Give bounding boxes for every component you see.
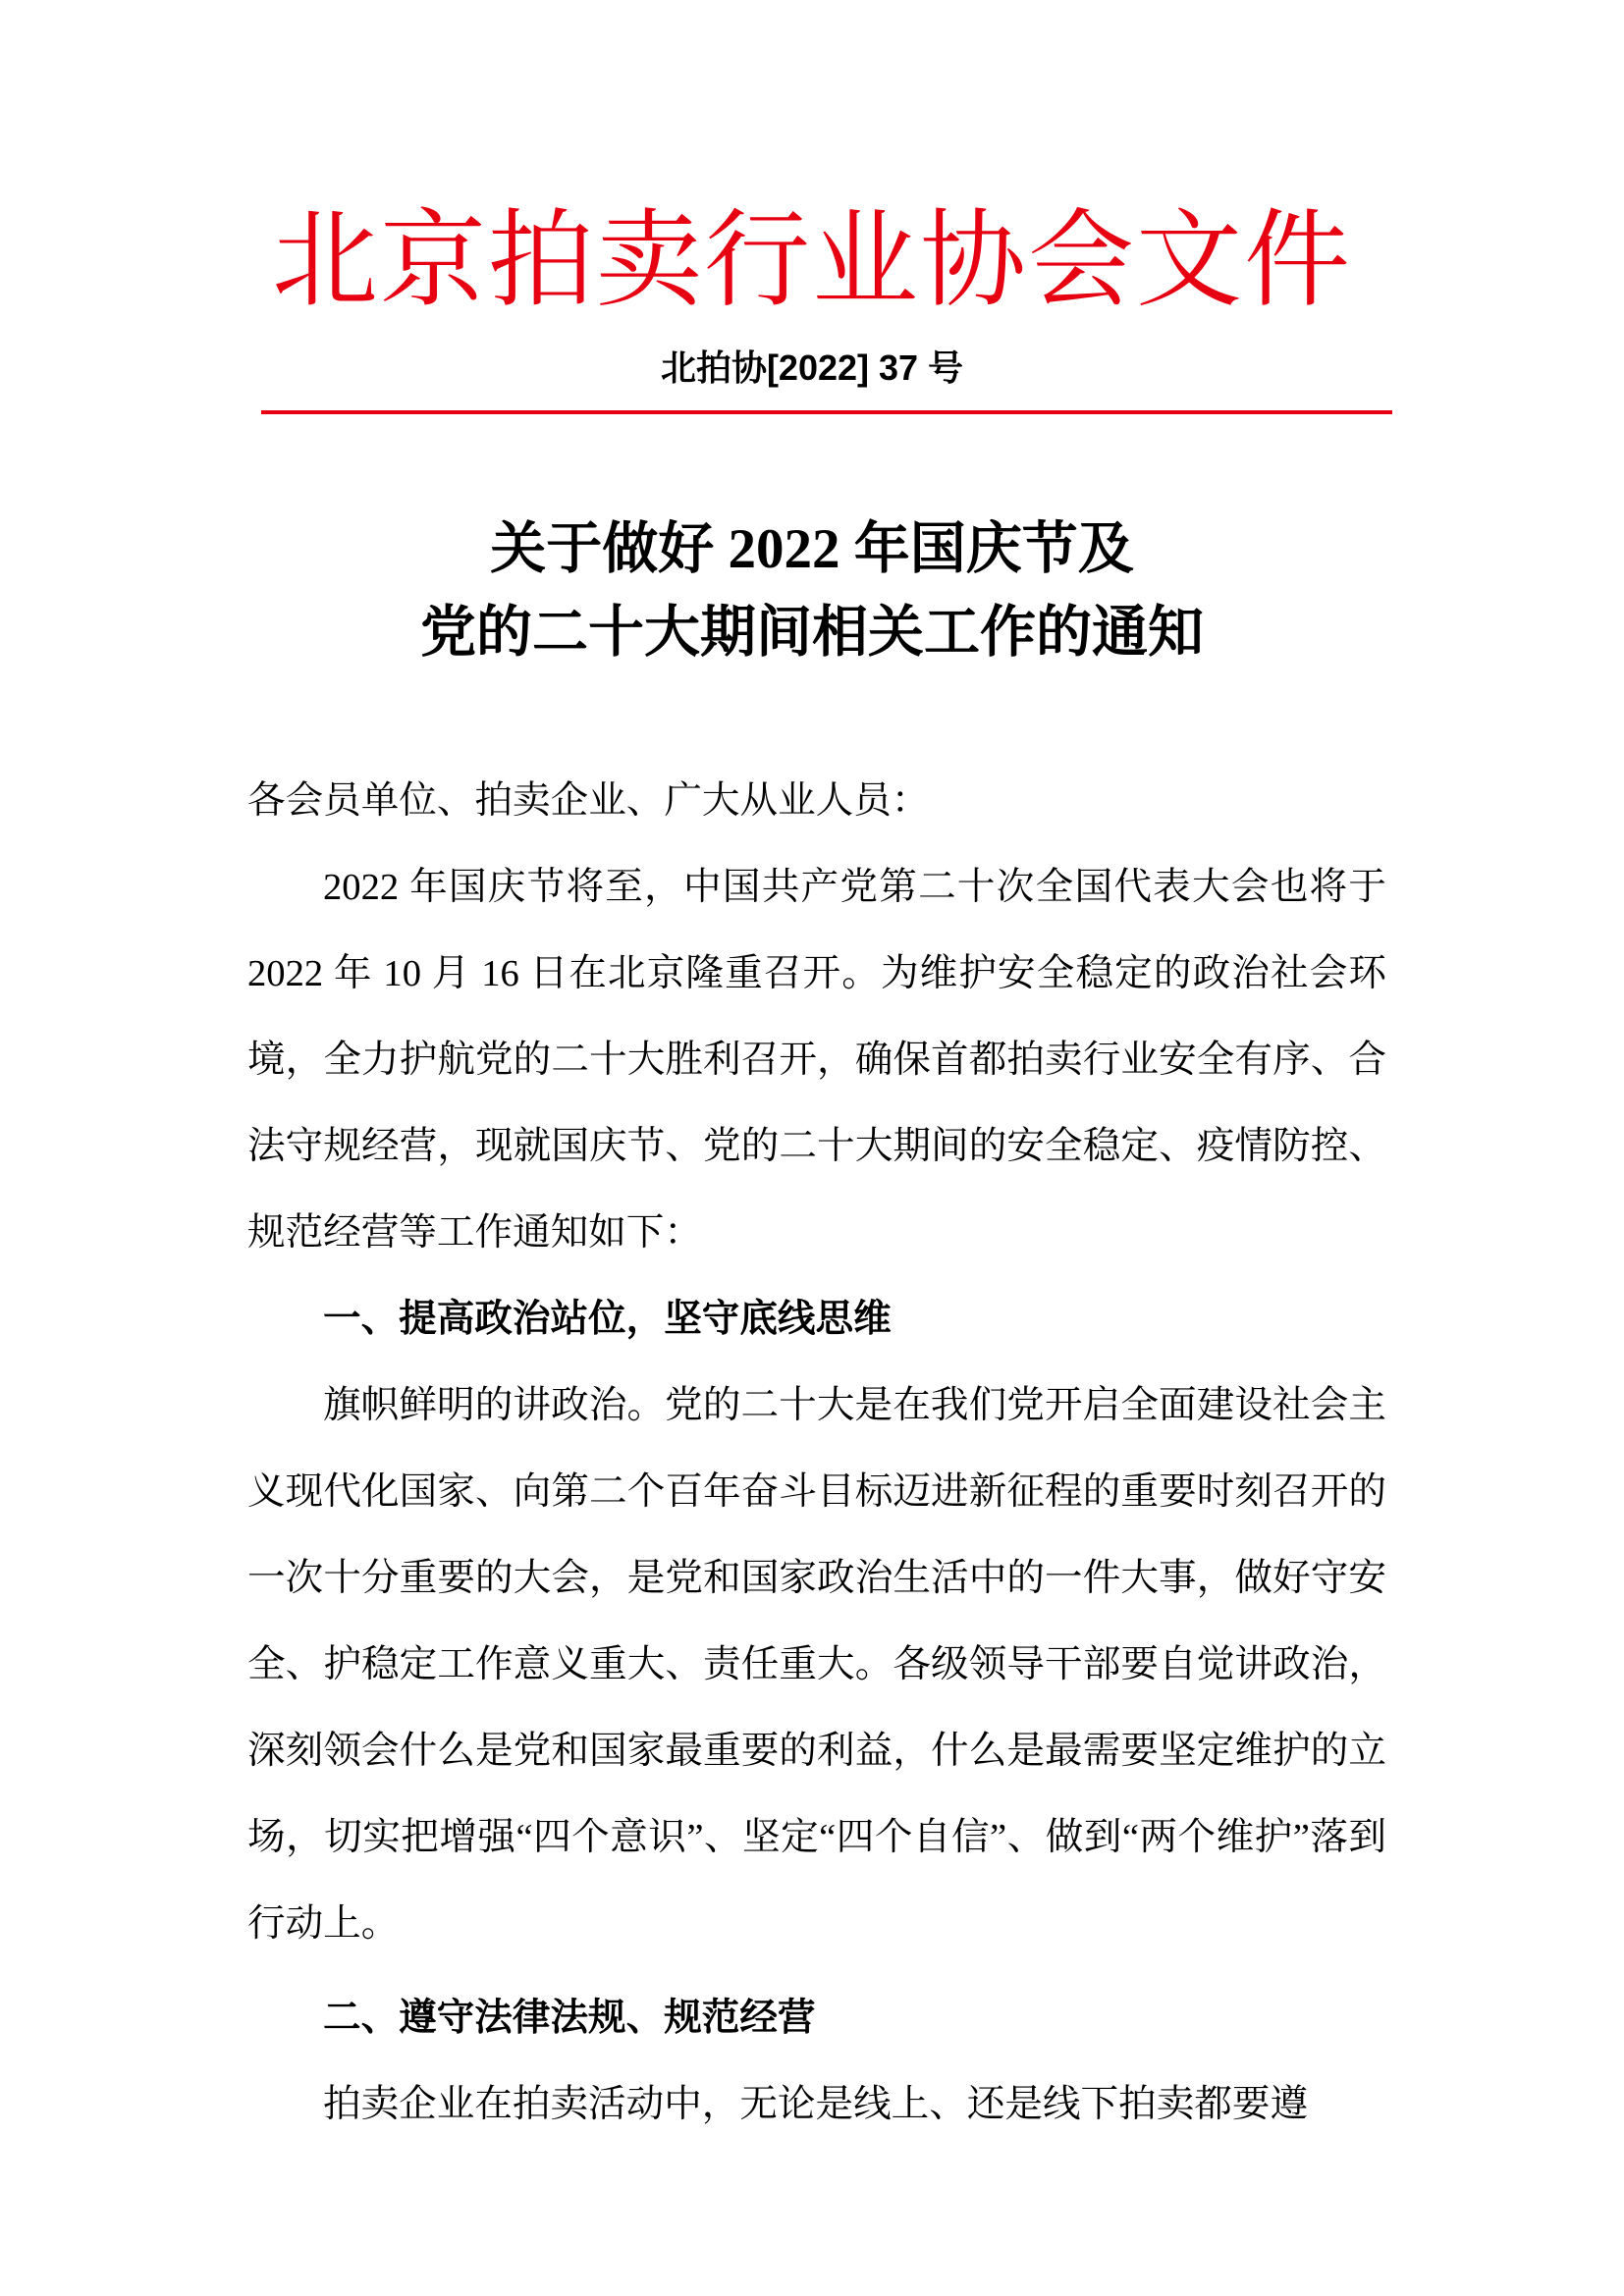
salutation: 各会员单位、拍卖企业、广大从业人员： xyxy=(247,780,930,822)
organization-header: 北京拍卖行业协会文件 xyxy=(271,200,1352,319)
section-2-paragraph: 拍卖企业在拍卖活动中，无论是线上、还是线下拍卖都要遵 xyxy=(323,2084,1309,2125)
section-1-paragraph: 旗帜鲜明的讲政治。党的二十大是在我们党开启全面建设社会主义现代化国家、向第二个百年奋斗目标迈进新征程的重要时刻召开的一次十分重要的大会，是党和国家政治生活中的一件大事，做好守安全、护稳定工作意义重大、责任重大。各级领导干部要自觉讲政治，深刻领会什么是党和国家最重要的利益，什么是最需要坚定维护的立场，切实把增强“四个意识”、坚定“四个自信”、做到“两个维护”落到行动上。 xyxy=(247,1385,1386,1945)
notice-title-line-2: 党的二十大期间相关工作的通知 xyxy=(420,602,1204,664)
red-divider-line xyxy=(261,410,1392,414)
intro-paragraph: 2022 年国庆节将至，中国共产党第二十次全国代表大会也将于 2022 年 10 月 16 日在北京隆重召开。为维护安全稳定的政治社会环境，全力护航党的二十大胜利召开，确保首都拍卖行业安全有序、合法守规经营，现就国庆节、党的二十大期间的安全稳定、疫情防控、规范经营等工作通知如下： xyxy=(247,867,1386,1254)
section-2-heading: 二、遵守法律法规、规范经营 xyxy=(323,1997,816,2039)
document-body xyxy=(247,758,1386,2148)
section-1-heading: 一、提高政治站位，坚守底线思维 xyxy=(323,1298,892,1340)
notice-title-line-1: 关于做好 2022 年国庆节及 xyxy=(490,518,1134,580)
document-number: 北拍协[2022] 37 号 xyxy=(660,347,964,388)
